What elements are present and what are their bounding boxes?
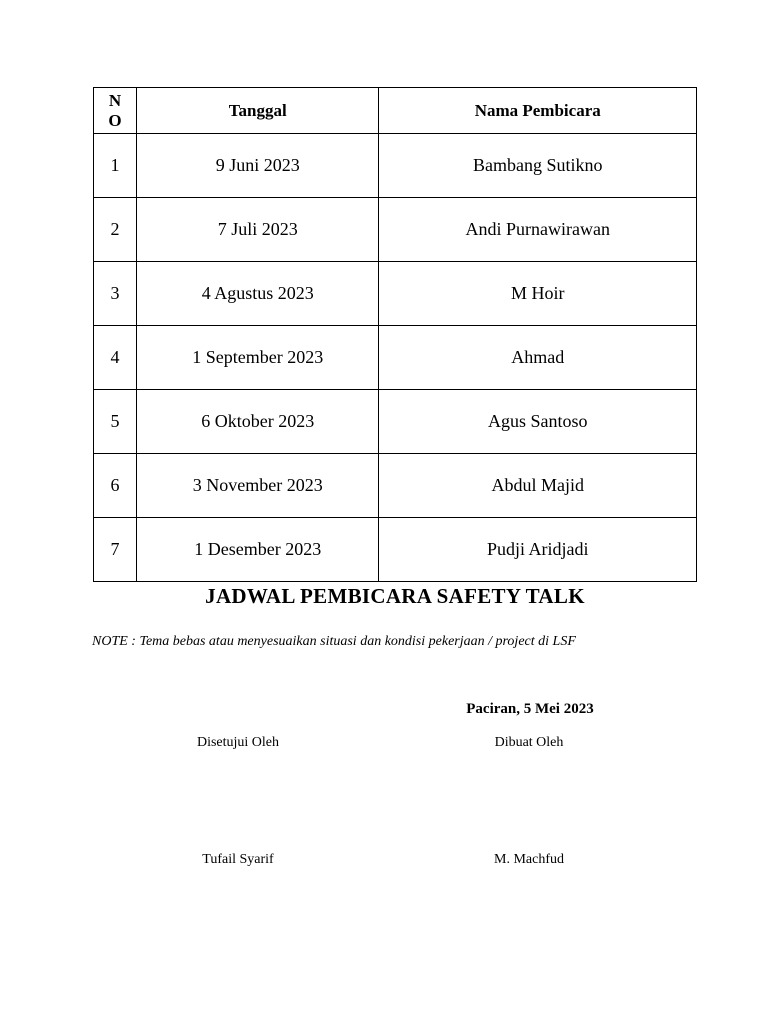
row-date: 3 November 2023	[137, 454, 379, 518]
table-row	[94, 518, 697, 582]
row-speaker: Andi Purnawirawan	[379, 198, 697, 262]
row-speaker: Agus Santoso	[379, 390, 697, 454]
row-date: 6 Oktober 2023	[137, 390, 379, 454]
row-speaker: Ahmad	[379, 326, 697, 390]
row-speaker: M Hoir	[379, 262, 697, 326]
row-speaker: Pudji Aridjadi	[379, 518, 697, 582]
row-no: 4	[94, 326, 137, 390]
header-date: Tanggal	[137, 88, 379, 134]
row-no: 3	[94, 262, 137, 326]
place-date: Paciran, 5 Mei 2023	[466, 701, 594, 717]
approver-name: Tufail Syarif	[202, 852, 274, 867]
header-no-line1: N	[108, 90, 122, 110]
row-no: 1	[94, 134, 137, 198]
header-no	[94, 88, 137, 134]
row-no: 2	[94, 198, 137, 262]
row-no: 5	[94, 390, 137, 454]
row-date: 4 Agustus 2023	[137, 262, 379, 326]
row-date: 1 September 2023	[137, 326, 379, 390]
header-speaker: Nama Pembicara	[379, 88, 697, 134]
speaker-schedule-table	[93, 87, 697, 582]
row-date: 1 Desember 2023	[137, 518, 379, 582]
row-no: 7	[94, 518, 137, 582]
document-title: JADWAL PEMBICARA SAFETY TALK	[205, 584, 585, 608]
table-row	[94, 326, 697, 390]
approved-by-label: Disetujui Oleh	[196, 735, 280, 750]
header-no-line2: O	[108, 110, 122, 130]
row-speaker: Abdul Majid	[379, 454, 697, 518]
row-date: 7 Juli 2023	[137, 198, 379, 262]
table-header-row	[94, 88, 697, 134]
table-row	[94, 134, 697, 198]
made-by-label: Dibuat Oleh	[494, 735, 564, 750]
row-date: 9 Juni 2023	[137, 134, 379, 198]
table-row	[94, 390, 697, 454]
table-row	[94, 198, 697, 262]
row-no: 6	[94, 454, 137, 518]
maker-name: M. Machfud	[494, 852, 564, 867]
table-row	[94, 454, 697, 518]
table-row	[94, 262, 697, 326]
row-speaker: Bambang Sutikno	[379, 134, 697, 198]
note-text: NOTE : Tema bebas atau menyesuaikan situasi dan kondisi pekerjaan / project di LSF	[92, 634, 576, 649]
